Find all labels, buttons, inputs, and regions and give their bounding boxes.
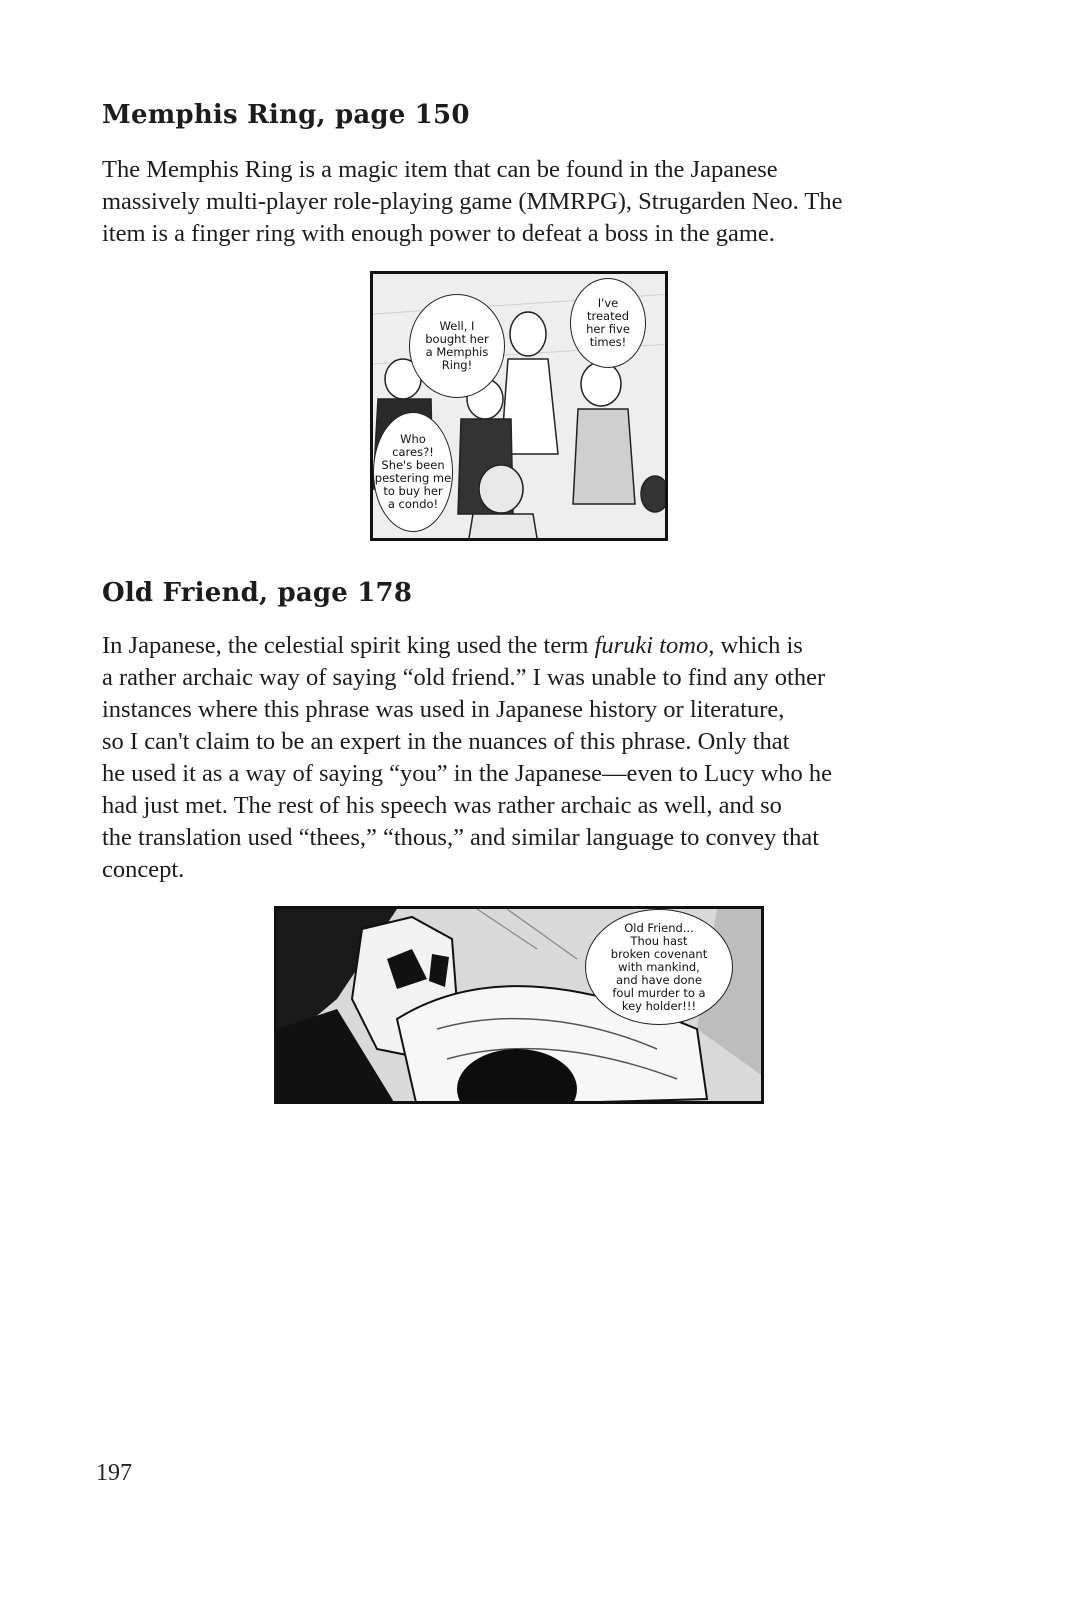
text-line: The Memphis Ring is a magic item that can be found in the Japanese bbox=[102, 156, 778, 183]
text-line: so I can't claim to be an expert in the nuances of this phrase. Only that bbox=[102, 728, 790, 755]
section-heading-old-friend: Old Friend, page 178 bbox=[102, 578, 413, 608]
paragraph-old-friend bbox=[102, 630, 952, 886]
speech-bubble: Who cares?! She's been pestering me to buy her a condo! bbox=[373, 412, 453, 532]
speech-bubble: Well, I bought her a Memphis Ring! bbox=[409, 294, 505, 398]
speech-bubble: I've treated her five times! bbox=[570, 278, 646, 368]
text-line: had just met. The rest of his speech was rather archaic as well, and so bbox=[102, 792, 782, 819]
text-line: he used it as a way of saying “you” in the Japanese—even to Lucy who he bbox=[102, 760, 833, 787]
italic-term: furuki tomo bbox=[594, 632, 709, 659]
text-line: In Japanese, the celestial spirit king used the term furuki tomo, which is bbox=[102, 632, 803, 659]
text-line: the translation used “thees,” “thous,” and similar language to convey that bbox=[102, 824, 820, 851]
paragraph-memphis-ring bbox=[102, 154, 952, 250]
speech-bubble: Old Friend... Thou hast broken covenant with mankind, and have done foul murder to a key holder!!! bbox=[585, 909, 733, 1025]
manga-panel-old-friend bbox=[274, 906, 764, 1104]
manga-panel-memphis-ring bbox=[370, 271, 668, 541]
text-line: concept. bbox=[102, 856, 185, 883]
text-line: massively multi-player role-playing game (MMRPG), Strugarden Neo. The bbox=[102, 188, 843, 215]
section-heading-memphis-ring: Memphis Ring, page 150 bbox=[102, 100, 470, 130]
page-number: 197 bbox=[96, 1460, 132, 1486]
text-line: instances where this phrase was used in Japanese history or literature, bbox=[102, 696, 785, 723]
text-line: a rather archaic way of saying “old friend.” I was unable to find any other bbox=[102, 664, 826, 691]
text-line: item is a finger ring with enough power to defeat a boss in the game. bbox=[102, 220, 775, 247]
